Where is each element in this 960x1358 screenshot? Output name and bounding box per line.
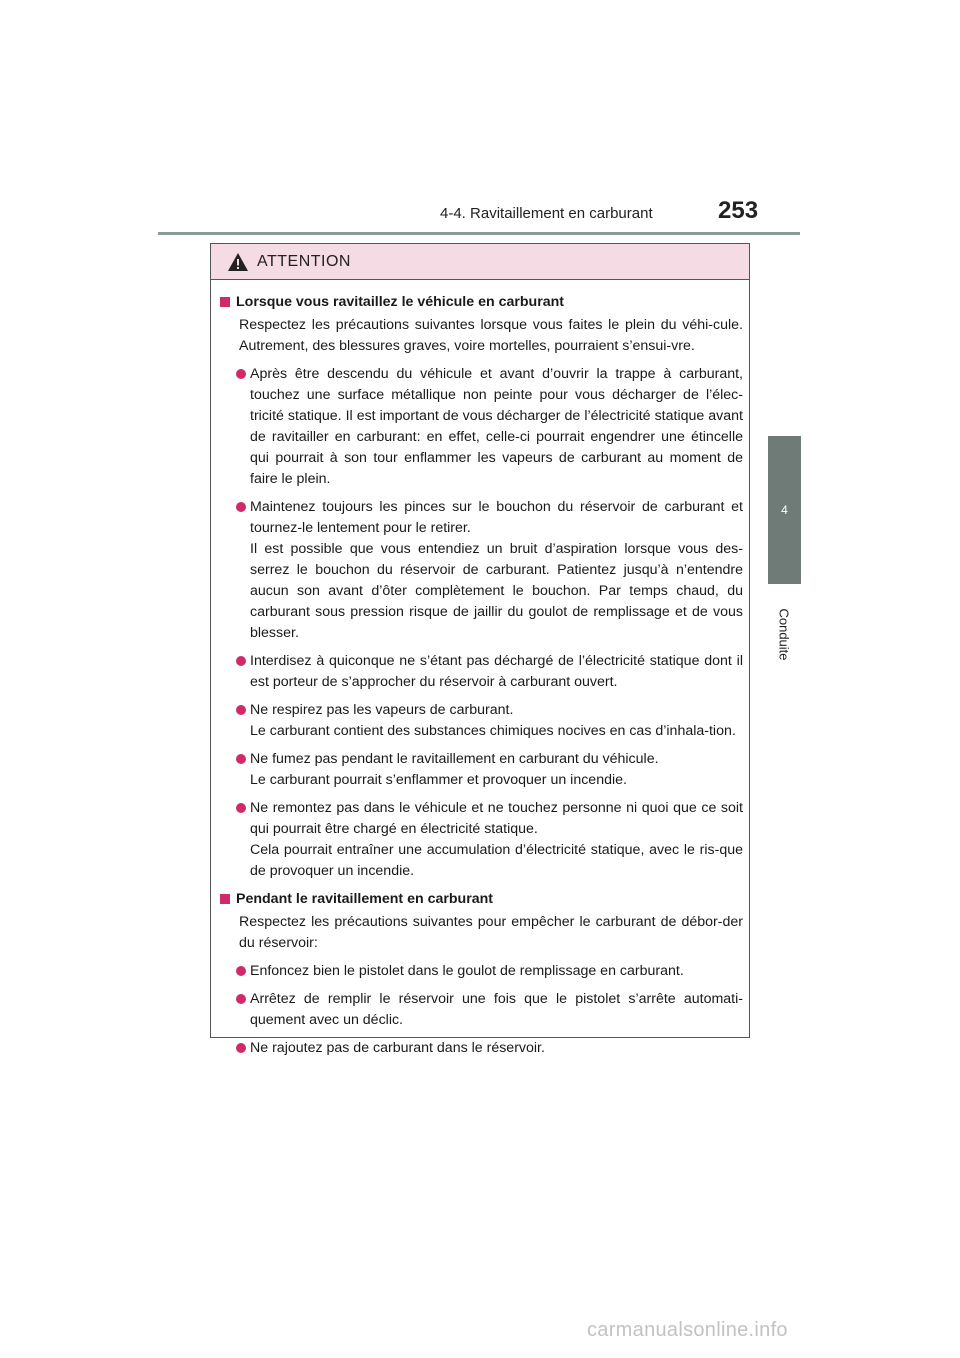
list-item-text: Ne respirez pas les vapeurs de carburant. — [250, 702, 514, 718]
warning-box — [210, 243, 750, 1056]
round-bullet-icon — [236, 754, 246, 764]
list-item-text: Interdisez à quiconque ne s’étant pas déchargé de l’électricité statique dont il est porteur de s’approcher du réservoir à carburant ouvert. — [250, 653, 743, 690]
section-title — [220, 292, 743, 313]
list-item-text: Cela pourrait entraîner une accumulation d’électricité statique, avec le ris-que de provoquer un incendie. — [250, 842, 743, 879]
list-item-text: Ne fumez pas pendant le ravitaillement en carburant du véhicule. — [250, 751, 659, 767]
chapter-label-text: Conduite — [777, 607, 793, 661]
round-bullet-icon — [236, 994, 246, 1004]
list-item-text: Le carburant contient des substances chimiques nocives en cas d’inhala-tion. — [250, 723, 736, 739]
list-item — [220, 749, 743, 791]
warning-title: ATTENTION — [257, 252, 351, 270]
round-bullet-icon — [236, 656, 246, 666]
page-number: 253 — [718, 197, 759, 224]
section-intro: Respectez les précautions suivantes pour empêcher le carburant de débor-der du réservoir: — [239, 914, 743, 951]
round-bullet-icon — [236, 502, 246, 512]
round-bullet-icon — [236, 966, 246, 976]
header-rule — [158, 232, 800, 235]
list-item — [220, 1038, 743, 1059]
round-bullet-icon — [236, 1043, 246, 1053]
warning-triangle-icon — [227, 252, 249, 272]
list-item — [220, 700, 743, 742]
list-item — [220, 364, 743, 490]
list-item-text: Le carburant pourrait s’enflammer et provoquer un incendie. — [250, 772, 627, 788]
chapter-number: 4 — [781, 503, 788, 517]
list-item-text: Ne rajoutez pas de carburant dans le réservoir. — [250, 1040, 545, 1056]
round-bullet-icon — [236, 705, 246, 715]
section-title — [220, 889, 743, 910]
list-item-text: Maintenez toujours les pinces sur le bouchon du réservoir de carburant et tournez-le lentement pour le retirer. — [250, 499, 743, 536]
list-item-text: Ne remontez pas dans le véhicule et ne touchez personne ni quoi que ce soit qui pourrait être chargé en électricité statique. — [250, 800, 743, 837]
list-item-text: Il est possible que vous entendiez un bruit d’aspiration lorsque vous des-serrez le bouchon du réservoir de carburant. Patientez jusqu’à n’entendre aucun son avant d’ôter complètement le bouchon. Par temps chaud, du carburant sous pression risque de jaillir du goulot de remplissage et de vous blesser. — [250, 541, 743, 641]
list-item-text: Après être descendu du véhicule et avant d’ouvrir la trappe à carburant, touchez une surface métallique non peinte pour vous décharger de l’élec-tricité statique. Il est important de vous décharger de l’électricité statique avant de ravitailler en carburant: en effet, celle-ci pourrait engendrer une étincelle qui pourrait à son tour enflammer les vapeurs de carburant au moment de faire le plein. — [250, 366, 743, 487]
header-section-title: 4-4. Ravitaillement en carburant — [440, 205, 653, 222]
warning-section — [220, 292, 743, 882]
square-bullet-icon — [220, 894, 230, 904]
list-item — [220, 497, 743, 644]
square-bullet-icon — [220, 297, 230, 307]
list-item — [220, 651, 743, 693]
list-item — [220, 989, 743, 1031]
warning-body — [211, 280, 749, 1059]
section-title-text: Lorsque vous ravitaillez le véhicule en carburant — [236, 294, 565, 310]
section-intro: Respectez les précautions suivantes lorsque vous faites le plein du véhi-cule. Autrement, des blessures graves, voire mortelles, pourraient s’ensui-vre. — [239, 317, 743, 354]
section-title-text: Pendant le ravitaillement en carburant — [236, 891, 494, 907]
chapter-tab[interactable] — [768, 436, 801, 584]
list-item-text: Arrêtez de remplir le réservoir une fois que le pistolet s’arrête automati-quement avec un déclic. — [250, 991, 743, 1028]
warning-section — [220, 889, 743, 1059]
list-item — [220, 798, 743, 882]
list-item — [220, 961, 743, 982]
round-bullet-icon — [236, 803, 246, 813]
chapter-label — [768, 590, 801, 678]
round-bullet-icon — [236, 369, 246, 379]
list-item-text: Enfoncez bien le pistolet dans le goulot de remplissage en carburant. — [250, 963, 684, 979]
watermark: carmanualsonline.info — [587, 1319, 788, 1341]
warning-header — [211, 244, 749, 280]
